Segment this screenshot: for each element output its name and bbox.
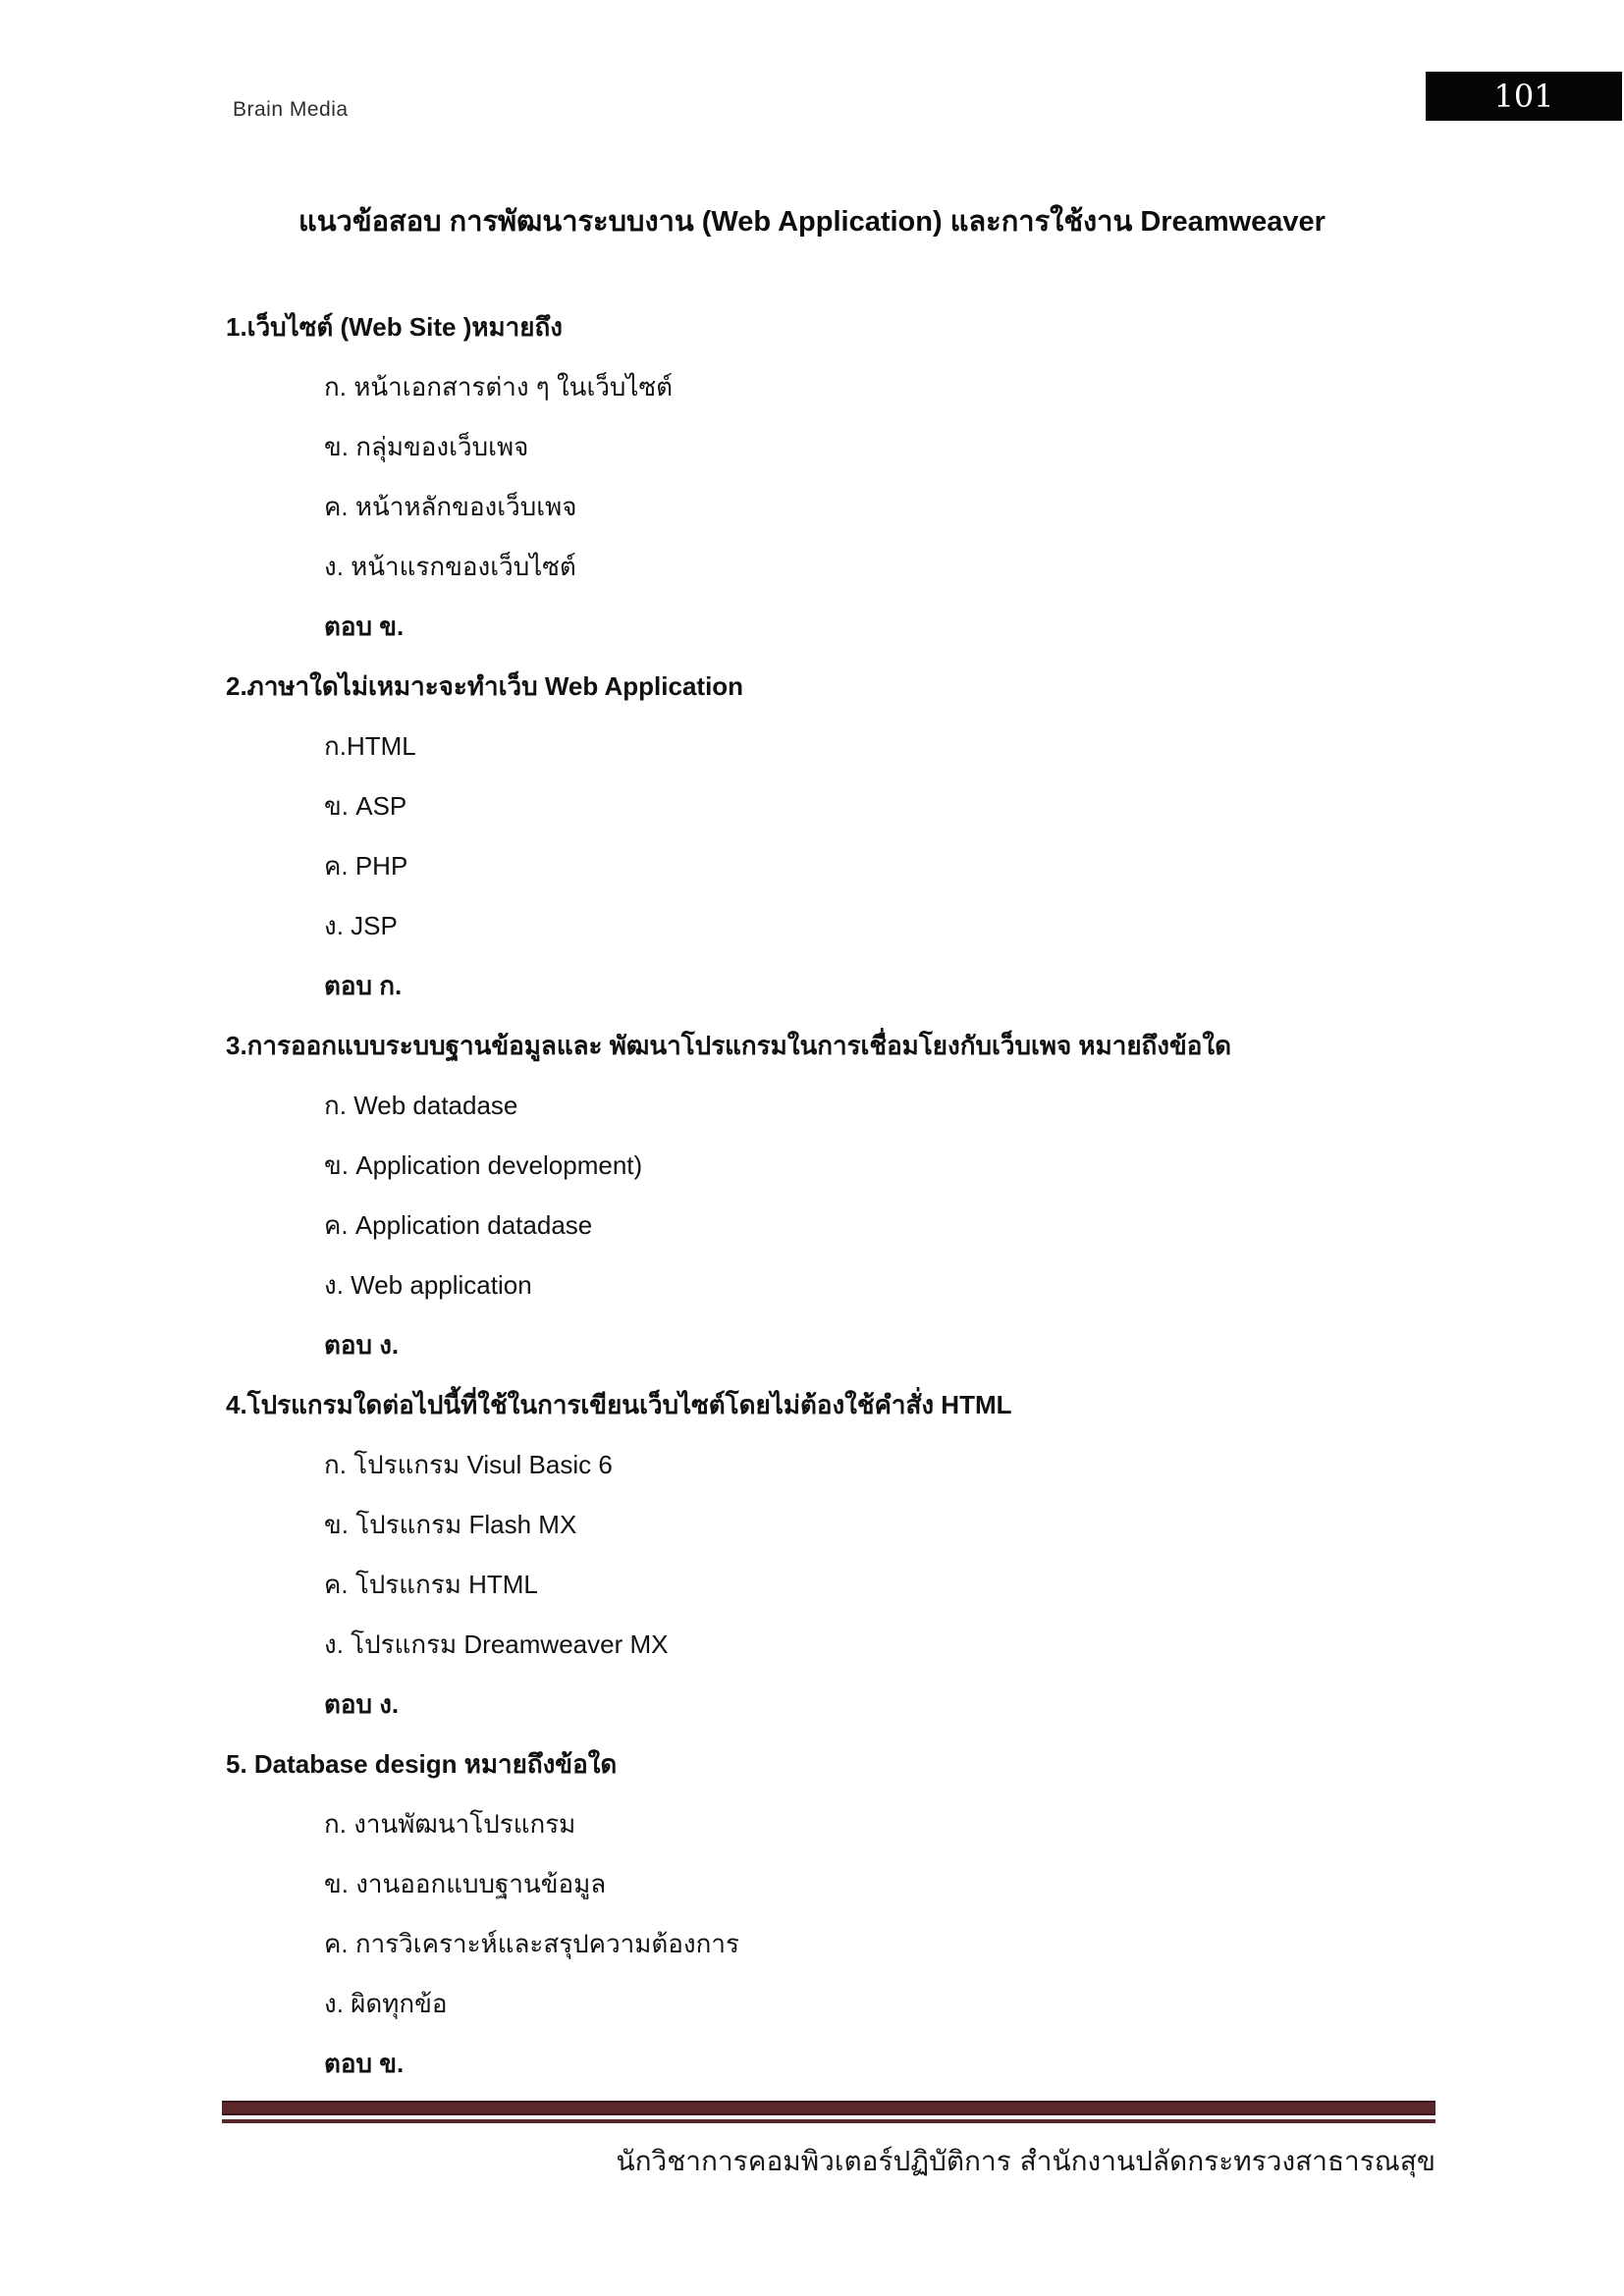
question-5-choice-c: ค. การวิเคราะห์และสรุปความต้องการ — [324, 1929, 739, 1958]
page-number-badge — [1426, 72, 1622, 121]
footer-rule-thin-line — [222, 2119, 1435, 2123]
page-title: แนวข้อสอบ การพัฒนาระบบงาน (Web Application) และการใช้งาน Dreamweaver — [298, 206, 1326, 238]
question-5-heading: 5. Database design หมายถึงข้อใด — [226, 1749, 618, 1779]
question-1-answer: ตอบ ข. — [324, 612, 405, 641]
question-3-heading: 3.การออกแบบระบบฐานข้อมูลและ พัฒนาโปรแกรมในการเชื่อมโยงกับเว็บเพจ หมายถึงข้อใด — [226, 1031, 1231, 1060]
question-2-heading: 2.ภาษาใดไม่เหมาะจะทำเว็บ Web Application — [226, 671, 744, 701]
question-4-choice-d: ง. โปรแกรม Dreamweaver MX — [324, 1629, 669, 1659]
question-2-answer: ตอบ ก. — [324, 971, 403, 1000]
question-2-choice-b: ข. ASP — [324, 791, 407, 821]
question-3-choice-b: ข. Application development) — [324, 1150, 643, 1180]
page-number: 101 — [1493, 78, 1554, 115]
question-4-choice-b: ข. โปรแกรม Flash MX — [324, 1510, 577, 1539]
question-2-choice-c: ค. PHP — [324, 851, 408, 881]
footer-credit-text: นักวิชาการคอมพิวเตอร์ปฏิบัติการ สำนักงานปลัดกระทรวงสาธารณสุข — [616, 2145, 1435, 2177]
question-1-heading: 1.เว็บไซต์ (Web Site )หมายถึง — [226, 312, 563, 342]
footer-rule — [222, 2101, 1435, 2123]
question-4-choice-a: ก. โปรแกรม Visul Basic 6 — [324, 1450, 613, 1479]
question-2-choice-a: ก.HTML — [324, 731, 416, 761]
question-4-heading: 4.โปรแกรมใดต่อไปนี้ที่ใช้ในการเขียนเว็บไซต์โดยไม่ต้องใช้คำสั่ง HTML — [226, 1390, 1012, 1419]
question-1-choice-a: ก. หน้าเอกสารต่าง ๆ ในเว็บไซต์ — [324, 372, 674, 401]
question-3-choice-c: ค. Application datadase — [324, 1210, 593, 1240]
brand-header: Brain Media — [233, 98, 349, 121]
question-2-choice-d: ง. JSP — [324, 911, 398, 940]
question-4-choice-c: ค. โปรแกรม HTML — [324, 1570, 538, 1599]
questions-list — [226, 297, 1502, 2094]
question-5-choice-a: ก. งานพัฒนาโปรแกรม — [324, 1809, 576, 1839]
question-5-choice-d: ง. ผิดทุกข้อ — [324, 1989, 448, 2018]
question-1-choice-c: ค. หน้าหลักของเว็บเพจ — [324, 492, 577, 521]
question-3-answer: ตอบ ง. — [324, 1330, 400, 1360]
question-3-choice-a: ก. Web datadase — [324, 1091, 518, 1120]
footer-rule-thick-bar — [222, 2101, 1435, 2115]
question-5-choice-b: ข. งานออกแบบฐานข้อมูล — [324, 1869, 607, 1898]
question-1-choice-b: ข. กลุ่มของเว็บเพจ — [324, 432, 529, 461]
question-5-answer: ตอบ ข. — [324, 2049, 405, 2078]
question-3-choice-d: ง. Web application — [324, 1270, 532, 1300]
question-1-choice-d: ง. หน้าแรกของเว็บไซต์ — [324, 552, 576, 581]
question-4-answer: ตอบ ง. — [324, 1689, 400, 1719]
